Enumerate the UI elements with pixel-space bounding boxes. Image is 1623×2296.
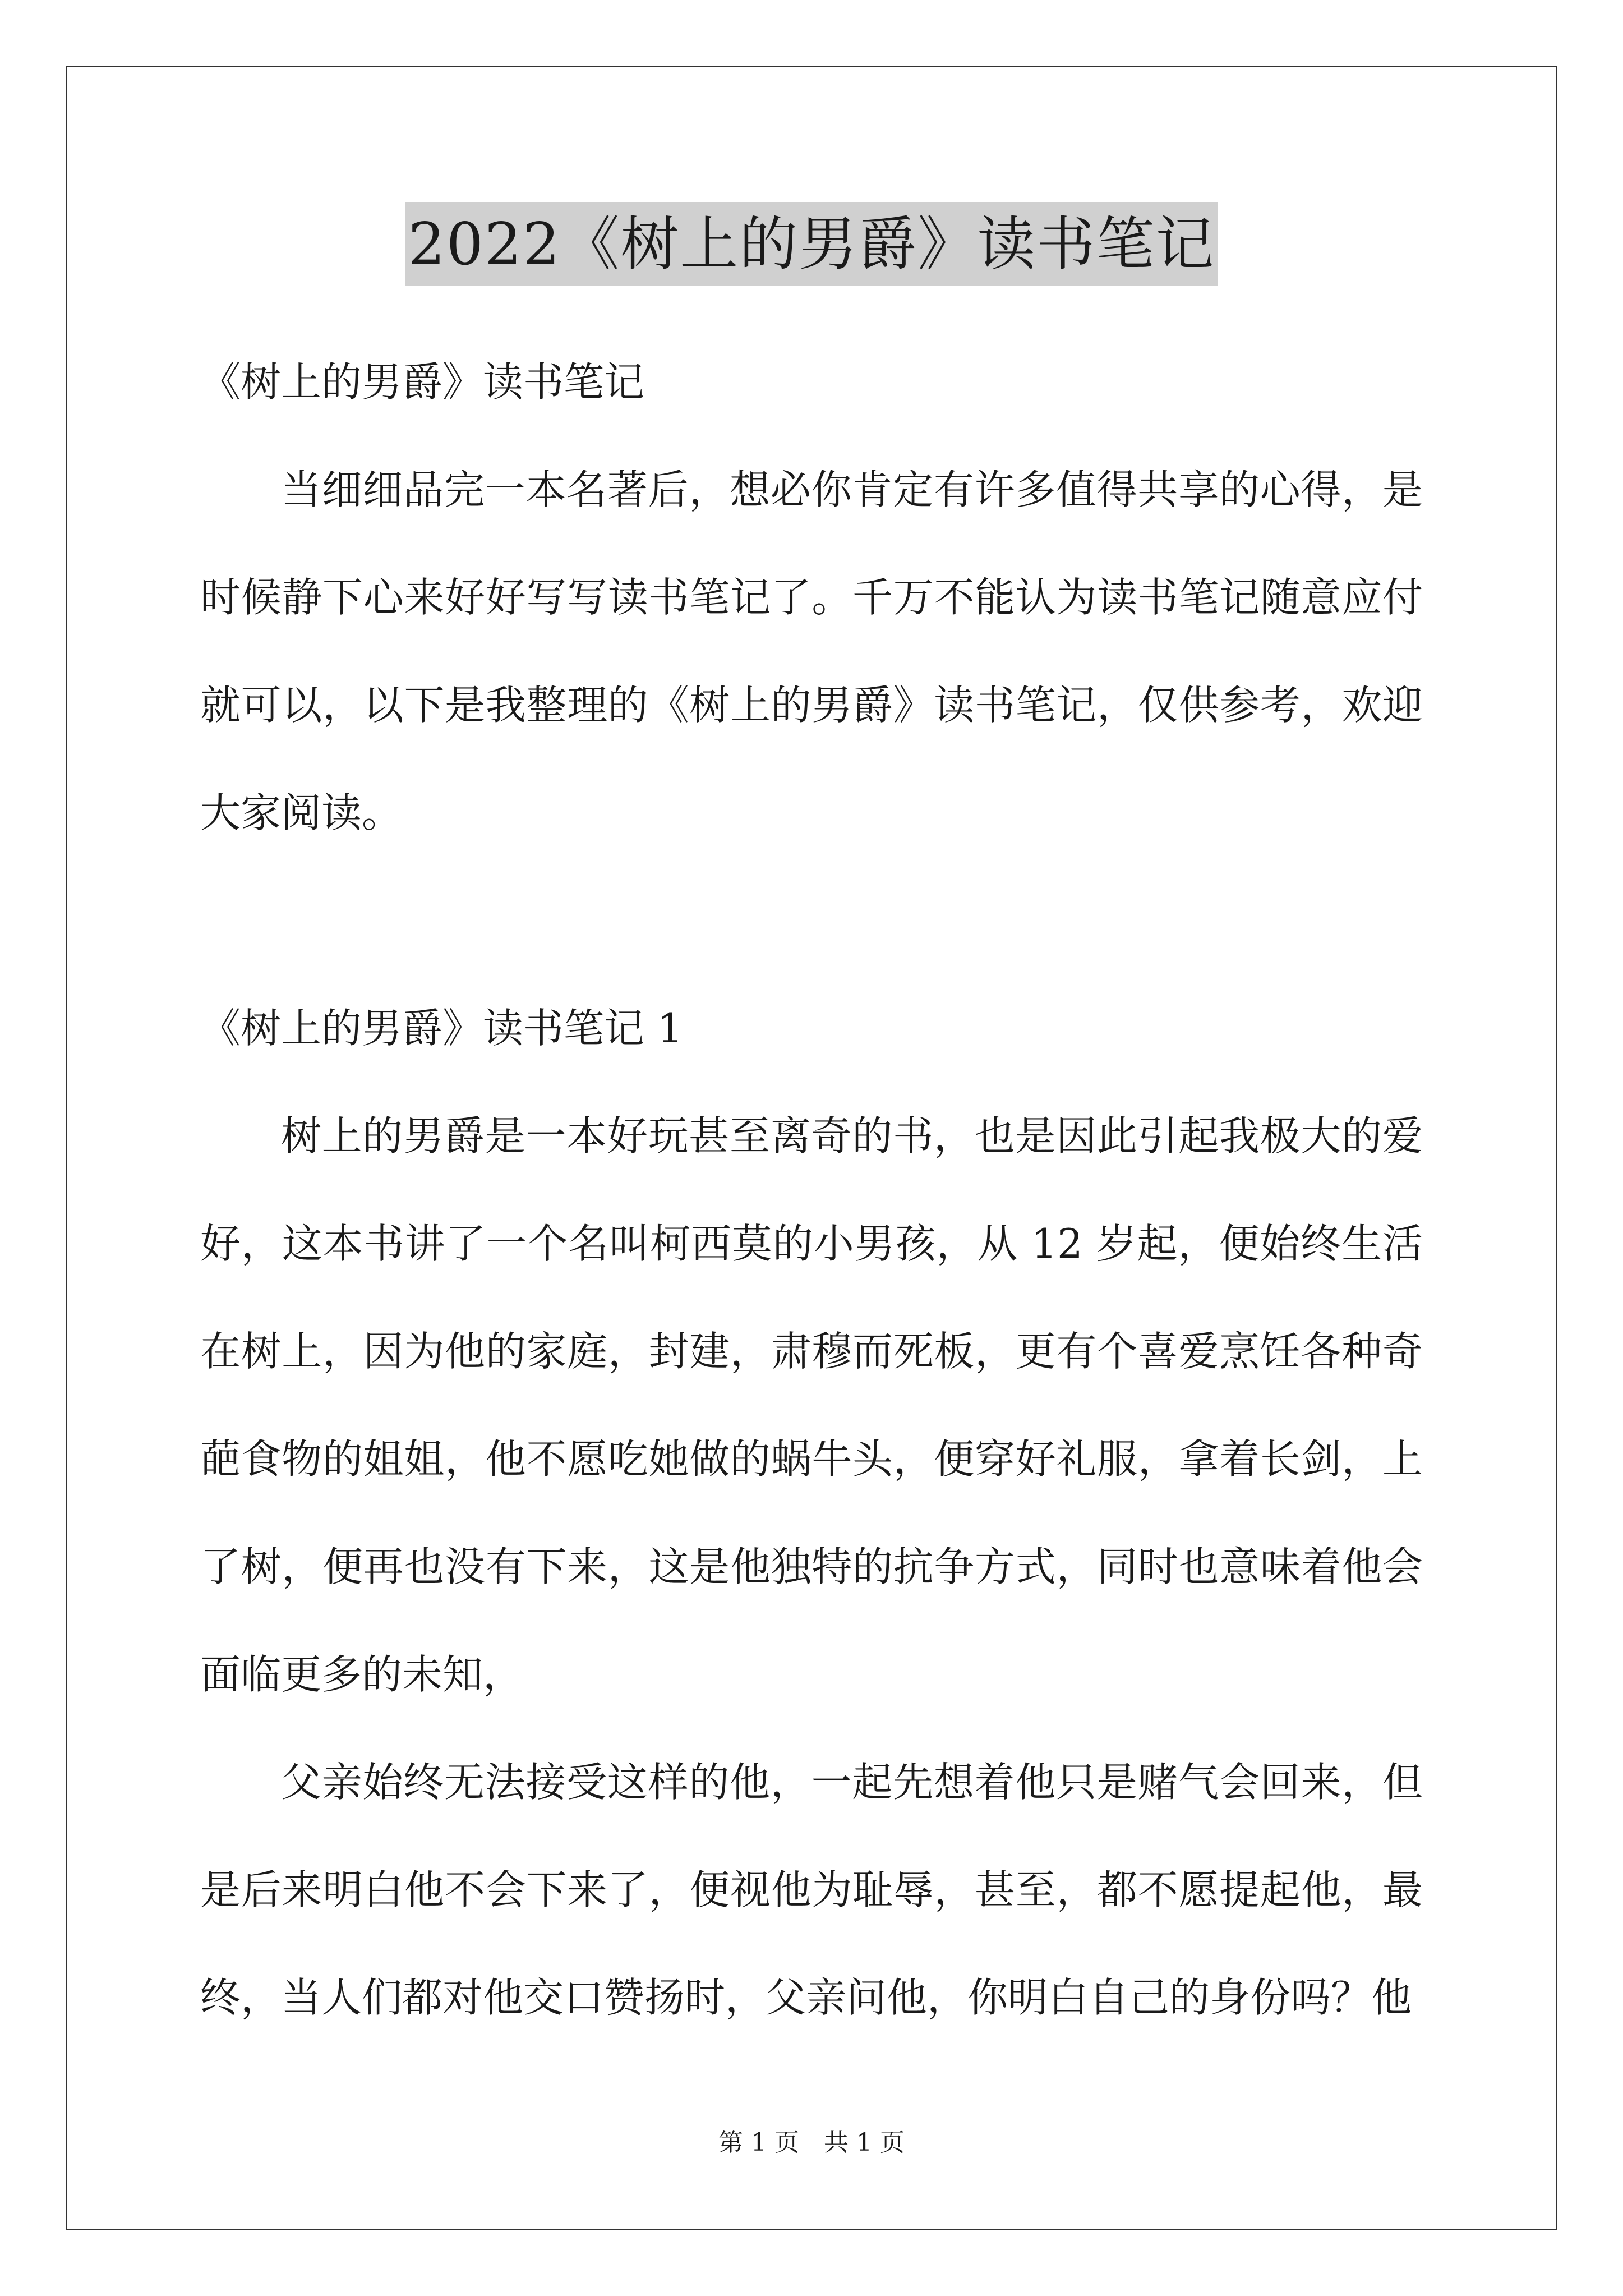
intro-paragraph: 当细细品完一本名著后，想必你肯定有许多值得共享的心得，是时候静下心来好好写写读书笔记了。千万不能认为读书笔记随意应付就可以，以下是我整理的《树上的男爵》读书笔记，仅供参考，欢迎大家阅读。 (200, 466, 1423, 836)
page-total: 共 1 页 (824, 2128, 905, 2157)
document-body (200, 328, 1423, 2051)
page-footer (0, 2126, 1623, 2160)
section-heading: 《树上的男爵》读书笔记 (200, 358, 645, 406)
page-number: 第 1 页 (718, 2128, 799, 2157)
section-heading: 《树上的男爵》读书笔记 1 (200, 1005, 683, 1052)
paragraph-spacer (200, 867, 1423, 974)
document-title: 2022《树上的男爵》读书笔记 (405, 202, 1219, 286)
title-container (0, 202, 1623, 286)
body-paragraph: 树上的男爵是一本好玩甚至离奇的书，也是因此引起我极大的爱好，这本书讲了一个名叫柯西莫的小男孩，从 12 岁起，便始终生活在树上，因为他的家庭，封建，肃穆而死板，更有个喜爱烹饪各种奇葩食物的姐姐，他不愿吃她做的蜗牛头，便穿好礼服，拿着长剑，上了树，便再也没有下来，这是他独特的抗争方式，同时也意味着他会面临更多的未知， (200, 1112, 1423, 1698)
body-paragraph: 父亲始终无法接受这样的他，一起先想着他只是赌气会回来，但是后来明白他不会下来了，便视他为耻辱，甚至，都不愿提起他，最终，当人们都对他交口赞扬时，父亲问他，你明白自己的身份吗？他 (200, 1759, 1423, 2021)
